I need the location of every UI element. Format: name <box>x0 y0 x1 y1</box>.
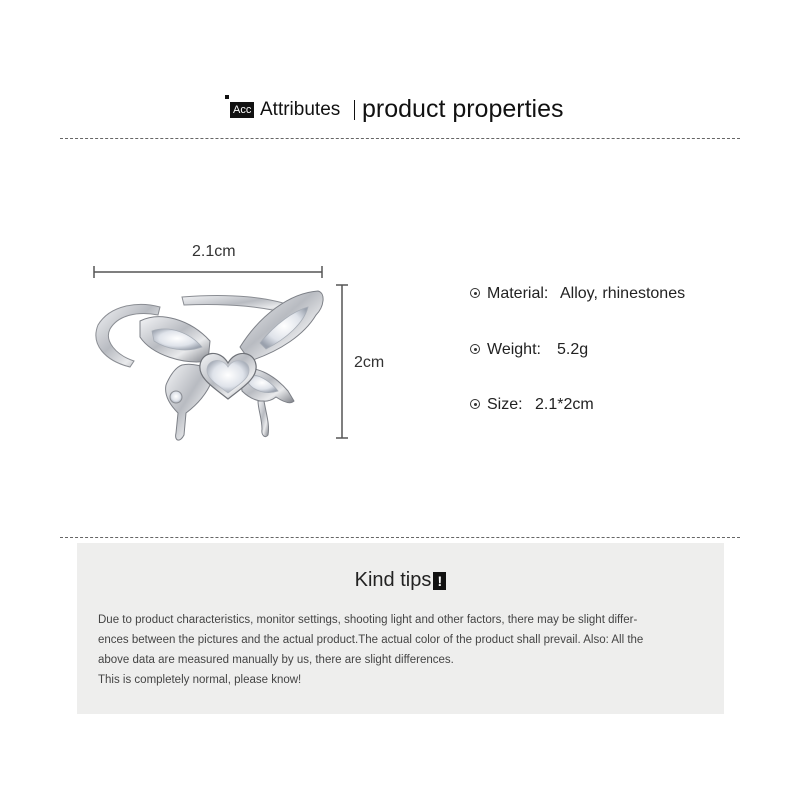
exclamation-icon: ! <box>433 572 446 590</box>
tips-title: Kind tips <box>354 569 432 591</box>
tips-heading <box>77 568 724 592</box>
bullet-icon <box>470 288 480 298</box>
tips-line: Due to product characteristics, monitor settings, shooting light and other factors, there may be slight differ- <box>98 614 638 626</box>
height-dimension-label: 2cm <box>354 354 385 371</box>
tips-line: ences between the pictures and the actual product.The actual color of the product shall prevail. Also: All the <box>98 634 644 646</box>
header-dot-icon <box>225 95 229 99</box>
header-badge: Acc <box>230 102 254 118</box>
butterfly-ring-image <box>90 285 330 455</box>
property-label: Weight: <box>487 341 541 358</box>
bullet-icon <box>470 399 480 409</box>
top-dashed-divider <box>60 138 740 139</box>
attributes-label: Attributes <box>260 99 341 120</box>
bottom-dashed-divider <box>60 537 740 538</box>
property-value: 2.1*2cm <box>535 396 594 413</box>
property-value: Alloy, rhinestones <box>560 285 686 302</box>
property-label: Size: <box>487 396 523 413</box>
header-separator <box>354 100 355 120</box>
property-label: Material: <box>487 285 549 302</box>
bullet-icon <box>470 344 480 354</box>
page-title: product properties <box>362 95 564 123</box>
tips-line: This is completely normal, please know! <box>98 674 302 686</box>
product-image-area <box>80 235 400 455</box>
property-value: 5.2g <box>557 341 589 358</box>
section-header <box>0 92 800 128</box>
width-dimension-label: 2.1cm <box>192 243 236 260</box>
kind-tips-panel <box>77 543 724 714</box>
tips-line: above data are measured manually by us, there are slight differences. <box>98 654 454 666</box>
